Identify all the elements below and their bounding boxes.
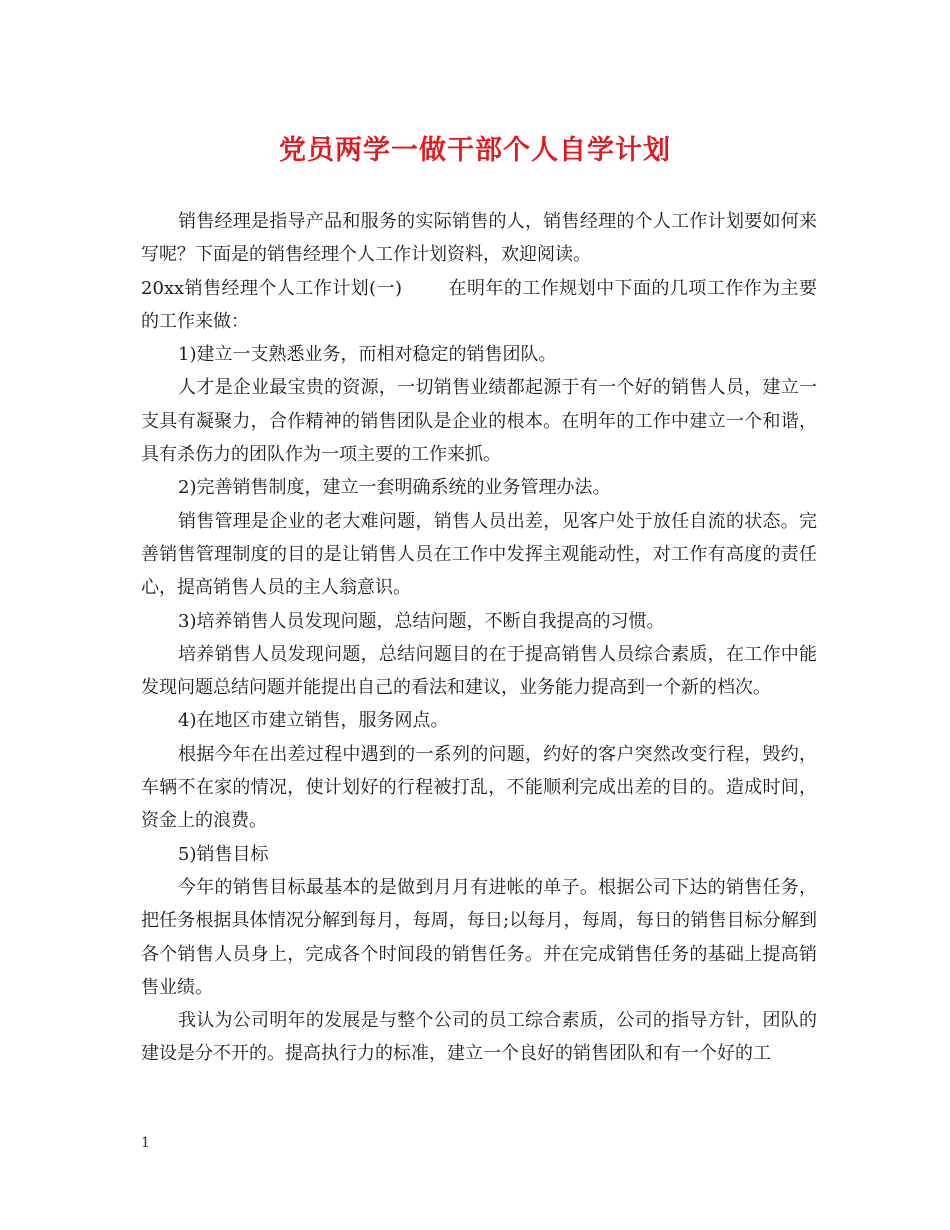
section-heading: 1)建立一支熟悉业务，而相对稳定的销售团队。 <box>178 344 557 366</box>
section-body: 人才是企业最宝贵的资源，一切销售业绩都起源于有一个好的销售人员，建立一支具有凝聚力，合作精神的销售团队是企业的根本。在明年的工作中建立一个和谐，具有杀伤力的团队作为一项主要的工作来抓。 <box>141 377 817 466</box>
section-heading: 4)在地区市建立销售，服务网点。 <box>178 710 449 732</box>
section-body: 根据今年在出差过程中遇到的一系列的问题，约好的客户突然改变行程，毁约，车辆不在家的情况，使计划好的行程被打乱，不能顺利完成出差的目的。造成时间，资金上的浪费。 <box>141 743 817 832</box>
plan-heading: 20xx销售经理个人工作计划(一) <box>141 277 403 299</box>
page-title: 党员两学一做干部个人自学计划 <box>279 135 671 166</box>
section-heading: 5)销售目标 <box>178 843 269 865</box>
section-heading: 3)培养销售人员发现问题，总结问题，不断自我提高的习惯。 <box>178 610 665 632</box>
section-body: 销售管理是企业的老大难问题，销售人员出差，见客户处于放任自流的状态。完善销售管理制度的目的是让销售人员在工作中发挥主观能动性，对工作有高度的责任心，提高销售人员的主人翁意识。 <box>141 510 817 599</box>
plan-heading-tail: 在明年的工作规划中下面的几项工作作为主要的工作来做： <box>141 277 817 332</box>
closing-paragraph: 我认为公司明年的发展是与整个公司的员工综合素质，公司的指导方针，团队的建设是分不开的。提高执行力的标准，建立一个良好的销售团队和有一个好的工 <box>141 1010 817 1065</box>
page-number: 1 <box>141 1135 150 1151</box>
section-heading: 2)完善销售制度，建立一套明确系统的业务管理办法。 <box>178 477 611 499</box>
section-body: 培养销售人员发现问题，总结问题目的在于提高销售人员综合素质，在工作中能发现问题总结问题并能提出自己的看法和建议，业务能力提高到一个新的档次。 <box>141 643 817 699</box>
document-body <box>141 205 817 1071</box>
plan-heading-paragraph <box>141 272 817 339</box>
intro-paragraph: 销售经理是指导产品和服务的实际销售的人，销售经理的个人工作计划要如何来写呢？下面是的销售经理个人工作计划资料，欢迎阅读。 <box>141 211 817 266</box>
section-body: 今年的销售目标最基本的是做到月月有进帐的单子。根据公司下达的销售任务，把任务根据具体情况分解到每月，每周，每日;以每月，每周，每日的销售目标分解到各个销售人员身上，完成各个时间段的销售任务。并在完成销售任务的基础上提高销售业绩。 <box>141 876 817 998</box>
